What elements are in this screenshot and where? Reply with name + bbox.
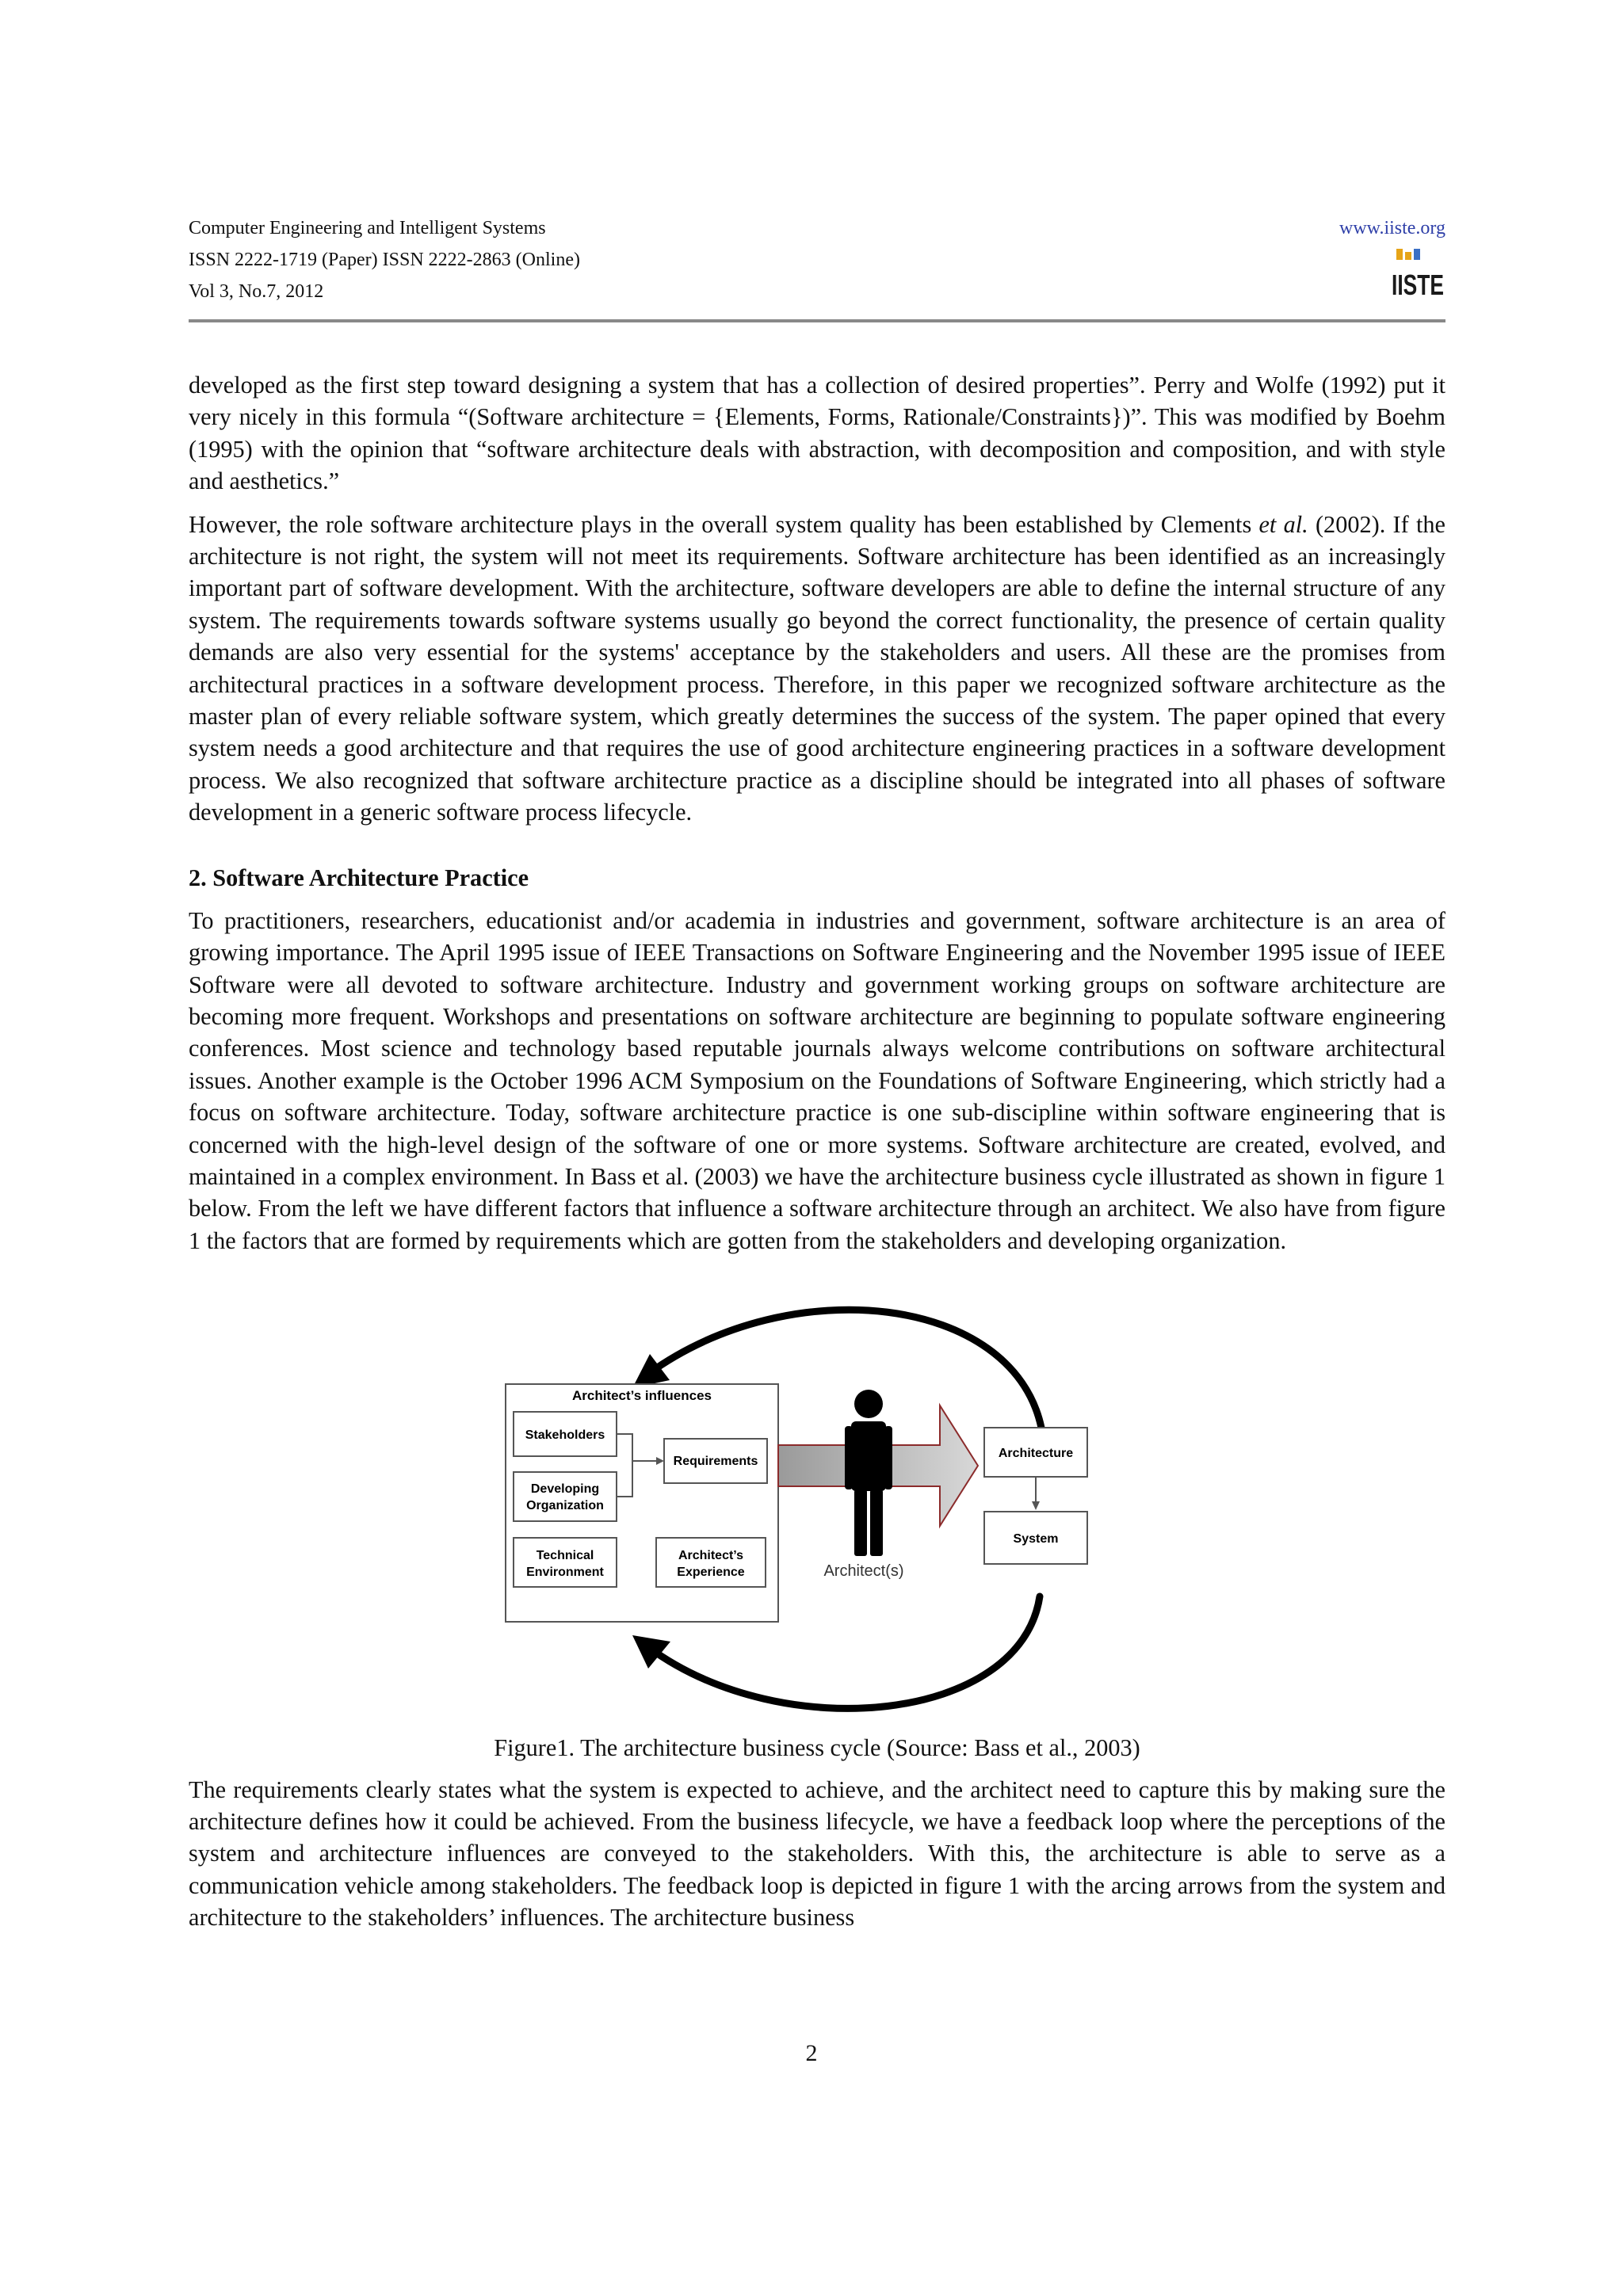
- figure-1: [189, 1279, 1445, 1729]
- paragraph-2-rest: (2002). If the architecture is not right, the system will not meet its requirements. Software architecture has been identified as an increasingly important part of software development. With the architecture, software developers are able to define the internal structure of any system. The requirements towards software systems usually go beyond the correct functionality, the presence of certain quality demands are also very essential for the systems' acceptance by the stakeholders and users. All these are the promises from architectural practices in a software development process. Therefore, in this paper we recognized software architecture as the master plan of every reliable software system, which greatly determines the success of the system. The paper opined that every system needs a good architecture and that requires the use of good architecture engineering practices in a software development process. We also recognized that software architecture practice as a discipline should be integrated into all phases of software development in a generic software process lifecycle.: [189, 510, 1445, 826]
- header-rule: [189, 319, 1445, 322]
- technical-label-2: Environment: [526, 1566, 604, 1580]
- journal-title: Computer Engineering and Intelligent Systems: [189, 218, 546, 238]
- experience-label-2: Experience: [677, 1566, 745, 1580]
- et-al-italic: et al.: [1258, 510, 1308, 538]
- system-label: System: [1013, 1532, 1059, 1547]
- paragraph-1: developed as the first step toward designing a system that has a collection of desired properties”. Perry and Wolfe (1992) put it very nicely in this formula “(Software architecture = {Elements, Forms, Rationale/Constraints})”. This was modified by Boehm (1995) with the opinion that “software architecture deals with abstraction, with decomposition and composition, and with style and aesthetics.”: [189, 372, 1445, 495]
- developing-label-1: Developing: [530, 1482, 600, 1497]
- paragraph-4: The requirements clearly states what the system is expected to achieve, and the architect need to capture this by making sure the architecture defines how it could be achieved. From the business lifecycle, we have a feedback loop where the perceptions of the system and architecture influences are conveyed to the stakeholders. With this, the architecture is able to serve as a communication vehicle among stakeholders. The feedback loop is depicted in figure 1 with the arcing arrows from the system and architecture to the stakeholders’ influences. The architecture business: [189, 1775, 1445, 1932]
- body-text: [189, 369, 1445, 1945]
- logo-text: IISTE: [1392, 269, 1444, 301]
- architecture-business-cycle-diagram: [189, 1279, 1445, 1729]
- influences-title: Architect’s influences: [571, 1388, 712, 1404]
- experience-label-1: Architect’s: [678, 1549, 744, 1563]
- journal-url-link[interactable]: www.iiste.org: [1339, 218, 1445, 238]
- developing-label-2: Organization: [526, 1499, 604, 1513]
- architect-person-icon: [845, 1390, 892, 1556]
- technical-label-1: Technical: [536, 1549, 594, 1563]
- requirements-label: Requirements: [673, 1455, 758, 1469]
- section-heading: 2. Software Architecture Practice: [189, 864, 529, 891]
- iiste-logo: [1390, 247, 1445, 301]
- developing-org-box: [514, 1472, 617, 1521]
- architecture-label: Architecture: [998, 1447, 1074, 1461]
- architects-label: Architect(s): [823, 1562, 904, 1581]
- paragraph-2-start: However, the role software architecture plays in the overall system quality has been established by Clements: [189, 510, 1259, 538]
- page-number: 2: [805, 2040, 818, 2066]
- running-header: [189, 212, 1445, 307]
- figure-caption: Figure1. The architecture business cycle (Source: Bass et al., 2003): [494, 1734, 1140, 1762]
- stakeholders-label: Stakeholders: [525, 1428, 605, 1443]
- feedback-arrowhead-bottom: [632, 1635, 670, 1669]
- issn-line: ISSN 2222-1719 (Paper) ISSN 2222-2863 (Online): [189, 250, 580, 270]
- paragraph-3: To practitioners, researchers, educationist and/or academia in industries and government, software architecture is an area of growing importance. The April 1995 issue of IEEE Transactions on Software Engineering and the November 1995 issue of IEEE Software were all devoted to software architecture. Industry and government working groups on software architecture are becoming more frequent. Workshops and presentations on software architecture are beginning to populate software engineering conferences. Most science and technology based reputable journals always welcome contributions on software architectural issues. Another example is the October 1996 ACM Symposium on the Foundations of Software Engineering, which strictly had a focus on software architecture. Today, software architecture practice is one sub-discipline within software engineering that is concerned with the high-level design of the software of one or more systems. Software architecture are created, evolved, and maintained in a complex environment. In Bass et al. (2003) we have the architecture business cycle illustrated as shown in figure 1 below. From the left we have different factors that influence a software architecture through an architect. We also have from figure 1 the factors that are formed by requirements which are gotten from the stakeholders and developing organization.: [189, 906, 1445, 1254]
- volume-line: Vol 3, No.7, 2012: [189, 281, 324, 302]
- architect-experience-box: [656, 1538, 766, 1587]
- technical-env-box: [514, 1538, 617, 1587]
- system-arrowhead: [1032, 1501, 1040, 1510]
- paragraph-2: [189, 509, 1445, 829]
